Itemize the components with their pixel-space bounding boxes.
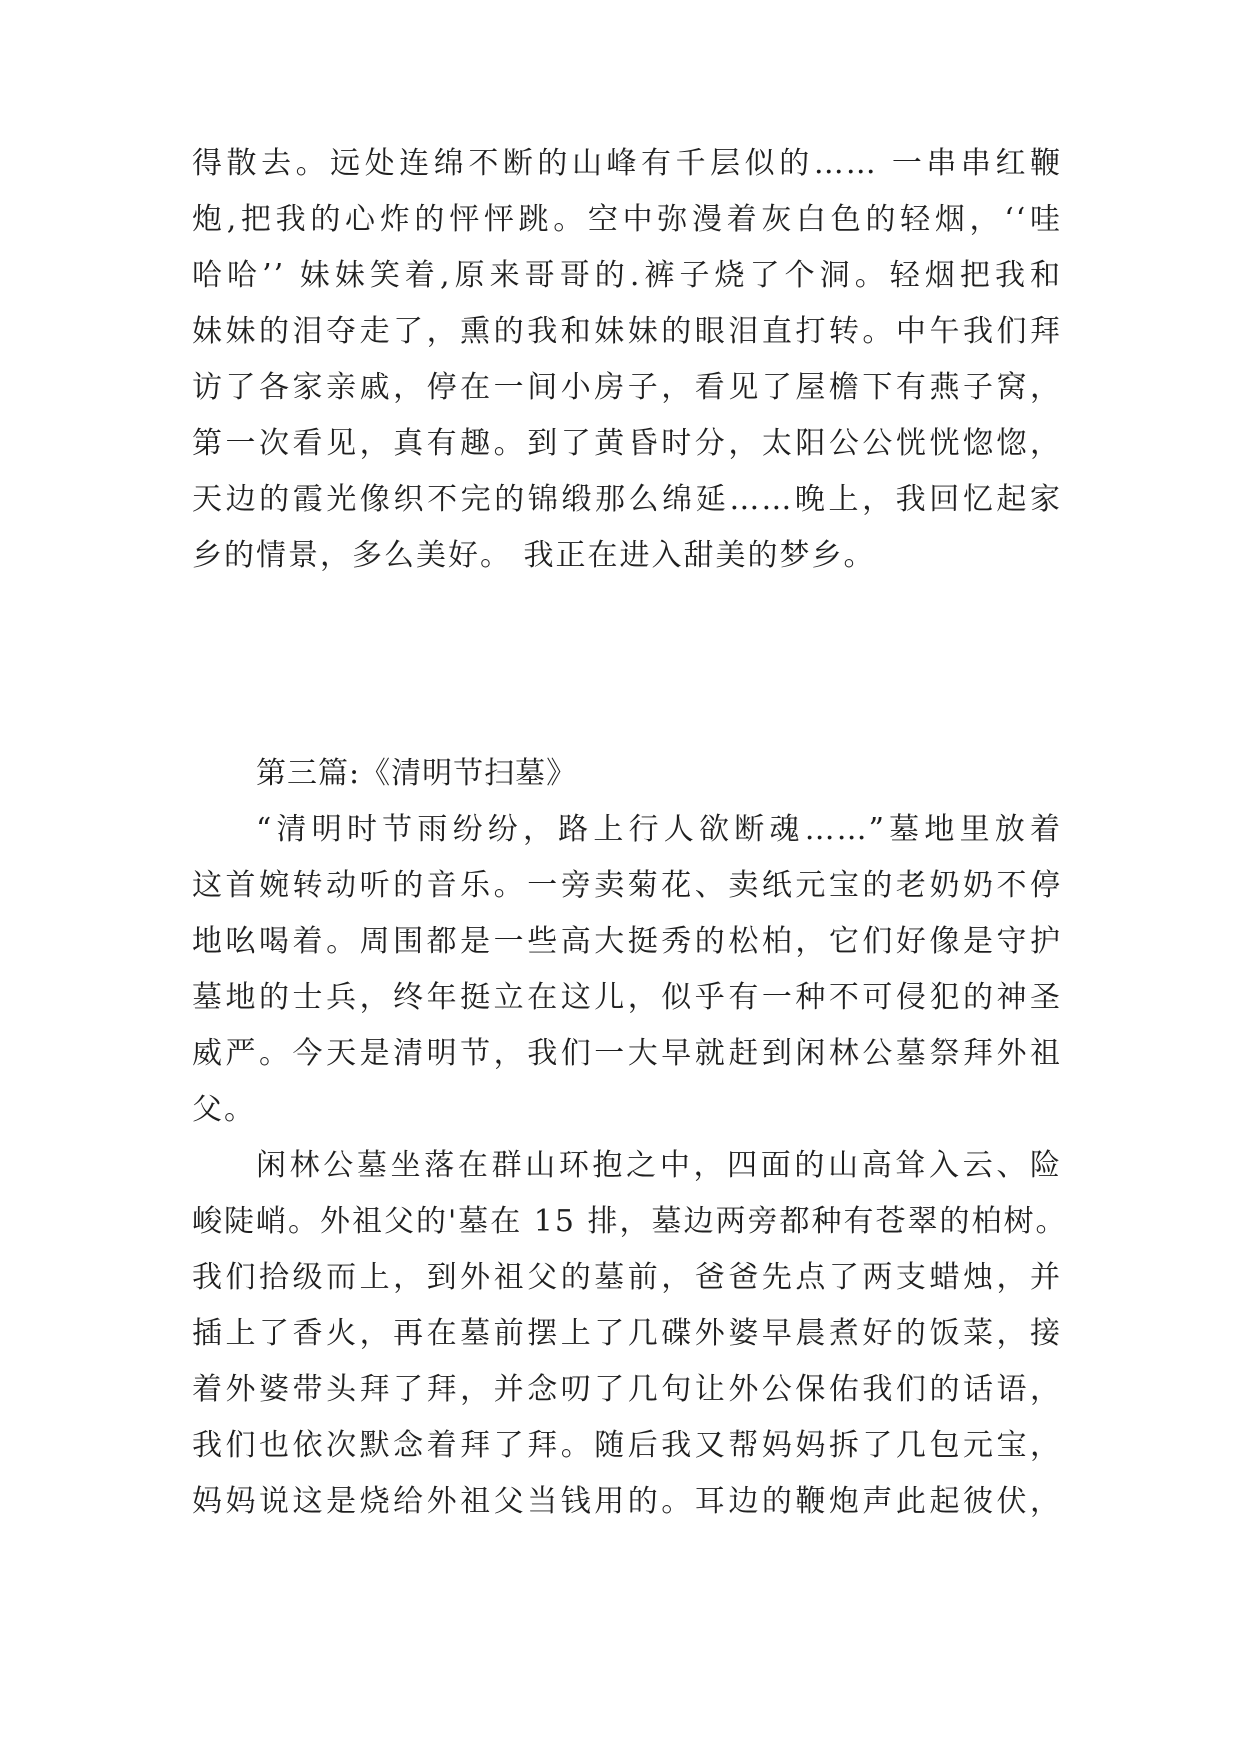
text-line: 炮,把我的心炸的怦怦跳。空中弥漫着灰白色的轻烟，‘‘哇 <box>192 202 1062 237</box>
text-line: 天边的霞光像织不完的锦缎那么绵延……晚上，我回忆起家 <box>192 482 1062 517</box>
text-line: 这首婉转动听的音乐。一旁卖菊花、卖纸元宝的老奶奶不停 <box>192 868 1062 903</box>
text-line: 插上了香火，再在墓前摆上了几碟外婆早晨煮好的饭菜，接 <box>192 1316 1062 1351</box>
paragraph-first-line: “清明时节雨纷纷，路上行人欲断魂……”墓地里放着 <box>256 812 1062 847</box>
paragraph-first-line: 闲林公墓坐落在群山环抱之中，四面的山高耸入云、险 <box>256 1148 1062 1183</box>
text-line: 得散去。远处连绵不断的山峰有千层似的…… 一串串红鞭 <box>192 146 1062 181</box>
text-line: 威严。今天是清明节，我们一大早就赶到闲林公墓祭拜外祖 <box>192 1036 1062 1071</box>
text-line: 乡的情景，多么美好。 我正在进入甜美的梦乡。 <box>192 538 876 573</box>
text-line: 妹妹的泪夺走了，熏的我和妹妹的眼泪直打转。中午我们拜 <box>192 314 1062 349</box>
text-line: 地吆喝着。周围都是一些高大挺秀的松柏，它们好像是守护 <box>192 924 1062 959</box>
text-line: 我们也依次默念着拜了拜。随后我又帮妈妈拆了几包元宝， <box>192 1428 1062 1463</box>
text-line: 着外婆带头拜了拜，并念叨了几句让外公保佑我们的话语， <box>192 1372 1062 1407</box>
text-line: 父。 <box>192 1092 256 1127</box>
text-line: 墓地的士兵，终年挺立在这儿，似乎有一种不可侵犯的神圣 <box>192 980 1062 1015</box>
text-line: 我们拾级而上，到外祖父的墓前，爸爸先点了两支蜡烛，并 <box>192 1260 1062 1295</box>
text-line: 哈哈’’ 妹妹笑着,原来哥哥的.裤子烧了个洞。轻烟把我和 <box>192 258 1062 293</box>
section-heading: 第三篇:《清明节扫墓》 <box>256 756 578 791</box>
text-line: 妈妈说这是烧给外祖父当钱用的。耳边的鞭炮声此起彼伏， <box>192 1484 1062 1519</box>
text-line: 第一次看见，真有趣。到了黄昏时分，太阳公公恍恍惚惚， <box>192 426 1062 461</box>
text-line: 访了各家亲戚，停在一间小房子，看见了屋檐下有燕子窝， <box>192 370 1062 405</box>
text-line: 峻陡峭。外祖父的'墓在 15 排，墓边两旁都种有苍翠的柏树。 <box>192 1204 1068 1239</box>
